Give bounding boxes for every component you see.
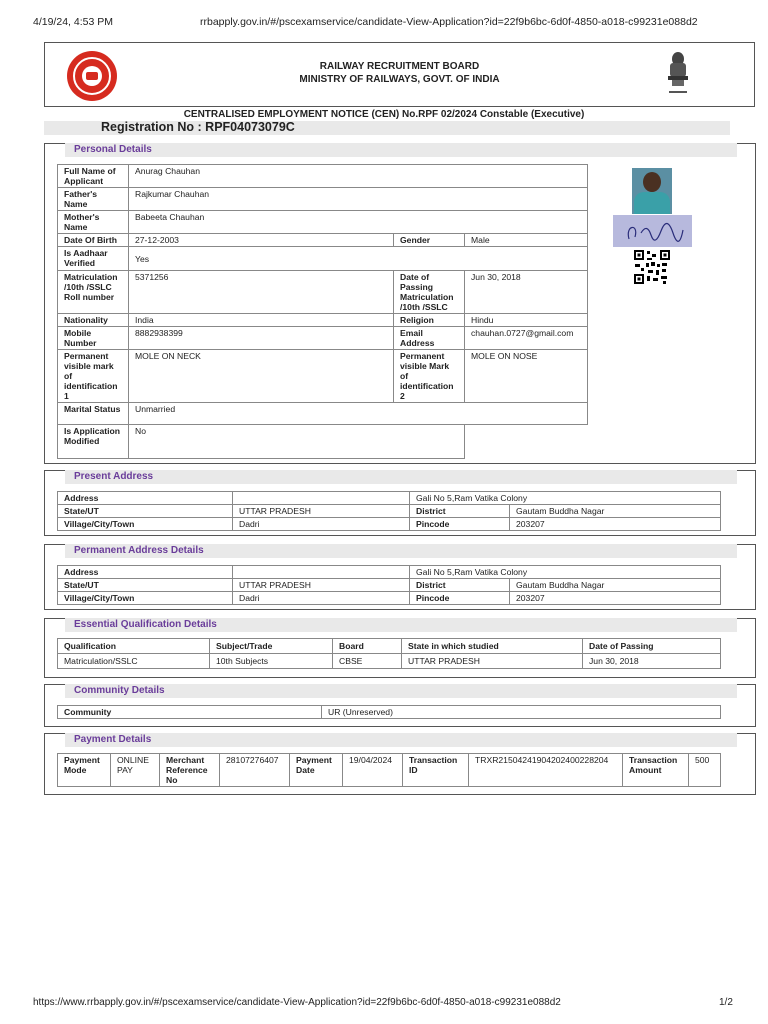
candidate-signature <box>613 215 692 247</box>
table-row: Mother's Name Babeeta Chauhan <box>58 211 588 234</box>
print-datetime: 4/19/24, 4:53 PM <box>33 16 113 28</box>
qualification-table <box>57 638 721 669</box>
section-title: Personal Details <box>74 144 152 155</box>
community-section <box>44 684 756 727</box>
table-row: Date Of Birth 27-12-2003 Gender Male <box>58 234 588 247</box>
section-title: Permanent Address Details <box>74 545 204 556</box>
board-name: RAILWAY RECRUITMENT BOARD <box>319 61 480 72</box>
registration-number: Registration No : RPF04073079C <box>101 120 295 134</box>
present-state-value: UTTAR PRADESH <box>233 505 410 518</box>
candidate-photo <box>632 168 672 214</box>
table-row: Matriculation/SSLC 10th Subjects CBSE UTTAR PRADESH Jun 30, 2018 <box>58 654 721 669</box>
table-row: Marital Status Unmarried <box>58 403 588 425</box>
print-url-bottom[interactable]: https://www.rrbapply.gov.in/#/pscexamservice/candidate-View-Application?id=22f9b6bc-6d0f-4850-a018-c99231e088d2 <box>33 997 561 1008</box>
permanent-village-value: Dadri <box>233 592 410 605</box>
gender-value: Male <box>465 234 588 247</box>
personal-details-table <box>57 164 588 459</box>
board-header <box>44 42 755 107</box>
email-value[interactable]: chauhan.0727@gmail.com <box>465 327 588 350</box>
permanent-address-value: Gali No 5,Ram Vatika Colony <box>410 566 721 579</box>
mobile-value: 8882938399 <box>129 327 394 350</box>
table-row: Is Aadhaar Verified Yes <box>58 247 588 271</box>
community-table <box>57 705 721 719</box>
full-name-value: Anurag Chauhan <box>129 165 588 188</box>
permanent-district-value: Gautam Buddha Nagar <box>510 579 721 592</box>
transaction-id-value: TRXR2150424190420240022820​4 <box>469 754 623 787</box>
permanent-pincode-value: 203207 <box>510 592 721 605</box>
present-pincode-value: 203207 <box>510 518 721 531</box>
table-row: Community UR (Unreserved) <box>58 706 721 719</box>
notice-title: CENTRALISED EMPLOYMENT NOTICE (CEN) No.RPF 02/2024 Constable (Executive) <box>183 109 585 120</box>
payment-section <box>44 733 756 795</box>
permanent-address-table <box>57 565 721 605</box>
table-header-row: Qualification Subject/Trade Board State in which studied Date of Passing <box>58 639 721 654</box>
table-row: Village/City/Town Dadri Pincode 203207 <box>58 592 721 605</box>
table-row: Is Application Modified No <box>58 425 588 459</box>
nationality-value: India <box>129 314 394 327</box>
table-row: Full Name of Applicant Anurag Chauhan <box>58 165 588 188</box>
page-number: 1/2 <box>719 997 733 1008</box>
present-address-section <box>44 470 756 536</box>
matric-date-value: Jun 30, 2018 <box>465 271 588 314</box>
modified-value: No <box>129 425 465 459</box>
mother-name-value: Babeeta Chauhan <box>129 211 588 234</box>
section-title: Community Details <box>74 685 165 696</box>
table-row: Address Gali No 5,Ram Vatika Colony <box>58 566 721 579</box>
table-row: Nationality India Religion Hindu <box>58 314 588 327</box>
present-district-value: Gautam Buddha Nagar <box>510 505 721 518</box>
table-row: Father's Name Rajkumar Chauhan <box>58 188 588 211</box>
table-row: Matriculation /10th /SSLC Roll number 5371256 Date of Passing Matriculation /10th /SSLC Jun 30, 2018 <box>58 271 588 314</box>
section-title: Payment Details <box>74 734 152 745</box>
permanent-address-section <box>44 544 756 610</box>
merchant-ref-value: 28107276407 <box>220 754 290 787</box>
mark1-value: MOLE ON NECK <box>129 350 394 403</box>
board-title <box>45 60 754 86</box>
table-row: Permanent visible mark of identification 1 MOLE ON NECK Permanent visible Mark of identification 2 MOLE ON NOSE <box>58 350 588 403</box>
payment-table <box>57 753 721 787</box>
transaction-amount-value: 500 <box>689 754 721 787</box>
present-village-value: Dadri <box>233 518 410 531</box>
permanent-state-value: UTTAR PRADESH <box>233 579 410 592</box>
qualification-section <box>44 618 756 678</box>
marital-value: Unmarried <box>129 403 588 425</box>
section-title: Present Address <box>74 471 154 482</box>
ministry-name: MINISTRY OF RAILWAYS, GOVT. OF INDIA <box>299 74 500 85</box>
payment-date-value: 19/04/2024 <box>343 754 403 787</box>
table-row: Mobile Number 8882938399 Email Address chauhan.0727@gmail.com <box>58 327 588 350</box>
payment-mode-value: ONLINE PAY <box>111 754 160 787</box>
table-row: Village/City/Town Dadri Pincode 203207 <box>58 518 721 531</box>
dob-value: 27-12-2003 <box>129 234 394 247</box>
table-row: Payment Mode ONLINE PAY Merchant Reference No 28107276407 Payment Date 19/04/2024 Transaction ID TRXR2150424190420240022820​4 Transaction Amount 500 <box>58 754 721 787</box>
national-emblem-icon <box>663 49 693 101</box>
table-row: State/UT UTTAR PRADESH District Gautam Buddha Nagar <box>58 579 721 592</box>
father-name-value: Rajkumar Chauhan <box>129 188 588 211</box>
religion-value: Hindu <box>465 314 588 327</box>
table-row: State/UT UTTAR PRADESH District Gautam Buddha Nagar <box>58 505 721 518</box>
section-title: Essential Qualification Details <box>74 619 217 630</box>
community-value: UR (Unreserved) <box>322 706 721 719</box>
present-address-value: Gali No 5,Ram Vatika Colony <box>410 492 721 505</box>
matric-roll-value: 5371256 <box>129 271 394 314</box>
table-row: Address Gali No 5,Ram Vatika Colony <box>58 492 721 505</box>
mark2-value: MOLE ON NOSE <box>465 350 588 403</box>
aadhaar-value: Yes <box>129 247 588 271</box>
print-url-top[interactable]: rrbapply.gov.in/#/pscexamservice/candidate-View-Application?id=22f9b6bc-6d0f-4850-a018-c99231e088d2 <box>200 16 698 28</box>
present-address-table <box>57 491 721 531</box>
qr-code-icon <box>633 249 671 285</box>
